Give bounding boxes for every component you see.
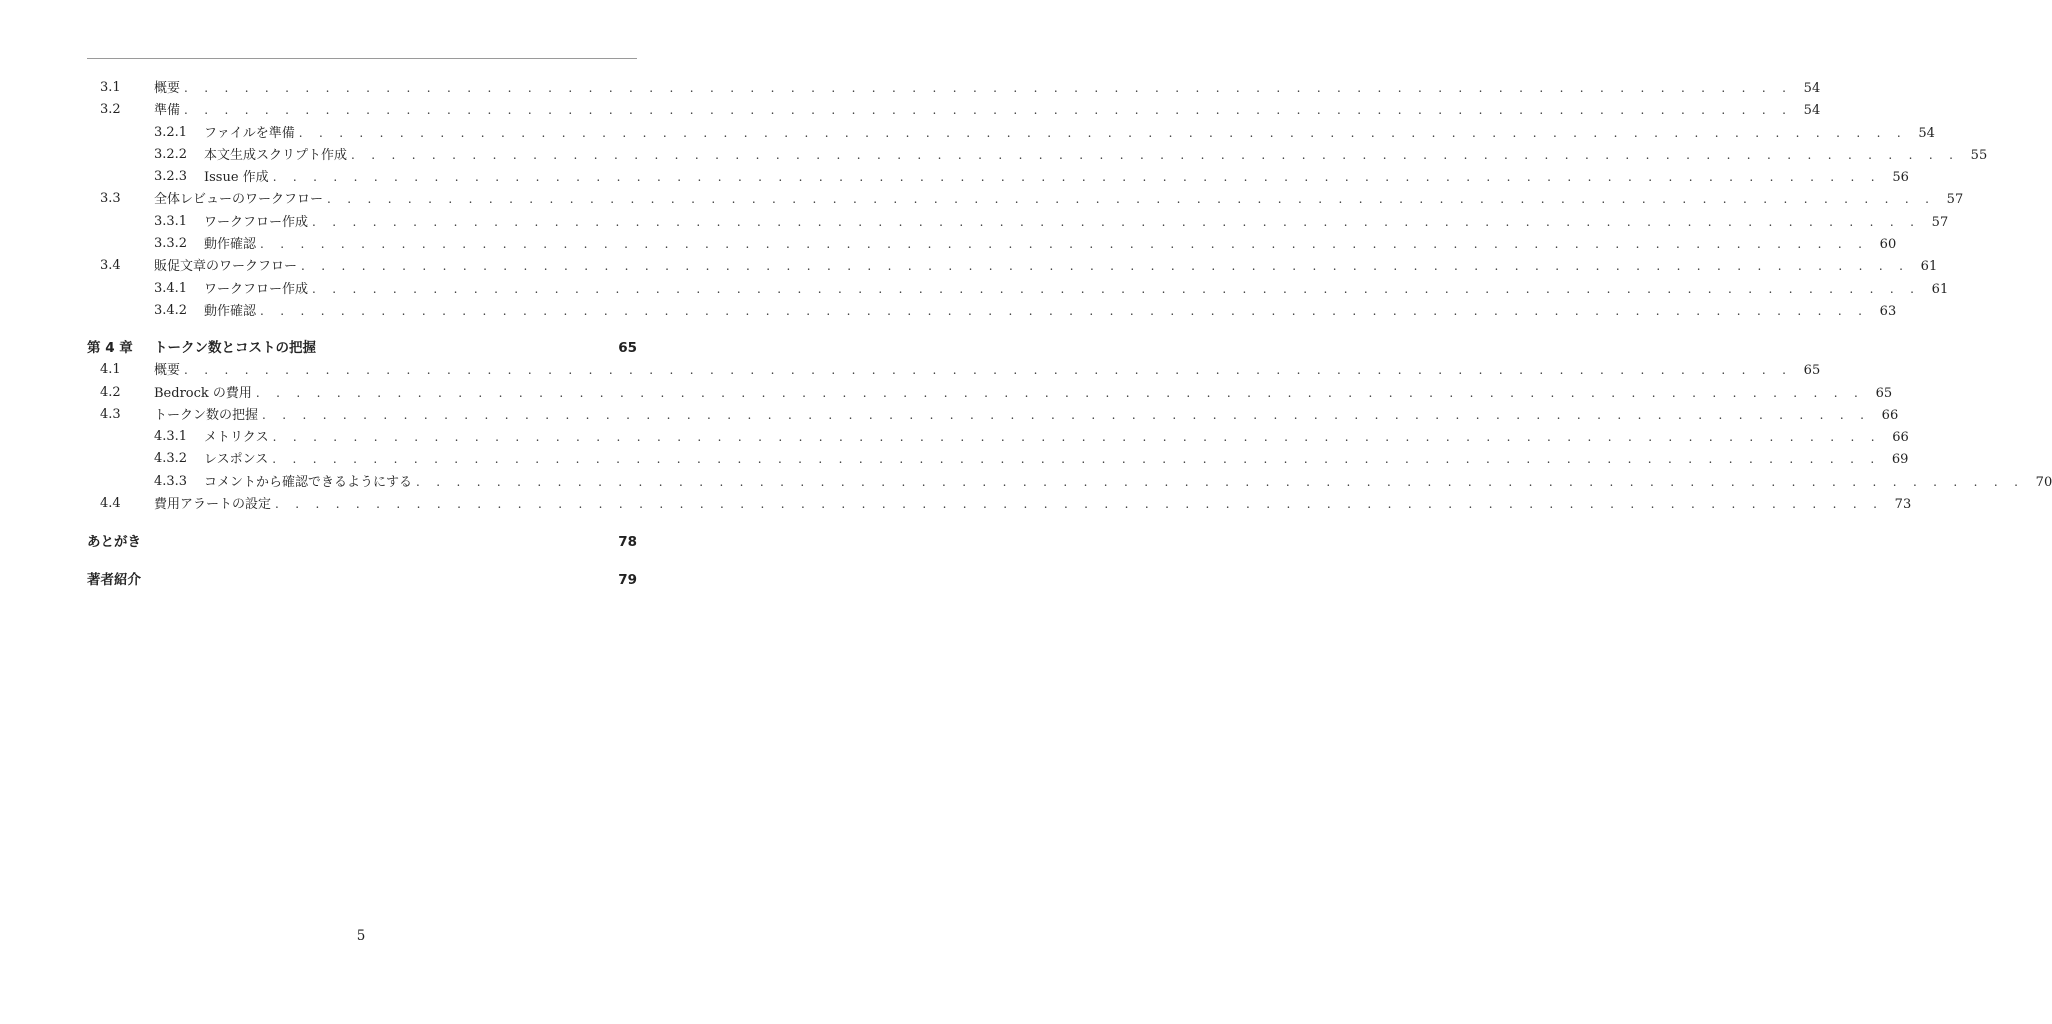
toc-entry[interactable] [87,144,1988,166]
entry-number: 3.2.1 [154,124,188,140]
entry-title: 動作確認 [204,301,260,323]
entry-number: 3.4.1 [154,280,188,296]
entry-title: レスポンス [204,449,272,471]
chapter-page: 65 [618,339,637,356]
entry-title: 本文生成スクリプト作成 [204,145,351,167]
dot-leader: . . . . . . . . . . . . . . . . . . . . . . . . . . . . . . . . . . . . . . . . . . . . . . . . . . . . . . . . . . . . . . . . . . . . . . . . . . . . . . . . [255,385,1865,400]
toc-entry[interactable] [87,188,1964,210]
entry-page: 55 [1970,147,1988,163]
entry-title: 準備 [154,100,184,122]
toc-group-chapter-4 [87,359,2052,515]
entry-page: 54 [1918,125,1935,141]
toc-entry[interactable] [87,471,2052,493]
entry-title: 概要 [154,78,184,100]
dot-leader: . . . . . . . . . . . . . . . . . . . . . . . . . . . . . . . . . . . . . . . . . . . . . . . . . . . . . . . . . . . . . . . . . . . . . . . . . . . . . . . . [184,363,1793,378]
entry-title: ワークフロー作成 [204,212,312,234]
entry-page: 56 [1892,170,1909,186]
toc-entry[interactable] [87,382,1893,404]
toc-entry[interactable] [87,359,1821,381]
table-of-contents [87,77,2052,591]
entry-number: 3.1 [100,80,121,95]
toc-afterword[interactable] [87,531,637,553]
toc-group-chapter-3 [87,77,1988,322]
entry-page: 54 [1803,103,1821,119]
entry-number: 4.4 [100,496,121,512]
toc-entry[interactable] [87,122,1935,144]
dot-leader: . . . . . . . . . . . . . . . . . . . . . . . . . . . . . . . . . . . . . . . . . . . . . . . . . . . . . . . . . . . . . . . . . . . . . . . . . . . . . . . . [301,259,1910,274]
afterword-title: あとがき [87,531,145,553]
entry-title: Issue 作成 [204,167,273,189]
entry-title: ファイルを準備 [204,123,299,145]
toc-entry[interactable] [87,99,1821,121]
toc-entry[interactable] [87,448,1909,470]
entry-page: 66 [1881,407,1899,423]
entry-number: 4.1 [100,362,121,378]
dot-leader: . . . . . . . . . . . . . . . . . . . . . . . . . . . . . . . . . . . . . . . . . . . . . . . . . . . . . . . . . . . . . . . . . . . . . . . . . . . . . . . . [272,452,1881,467]
authors-page: 79 [618,571,637,588]
spacer [87,515,637,531]
entry-title: コメントから確認できるようにする [204,472,416,494]
page-number: 5 [356,928,366,944]
entry-page: 61 [1931,281,1949,297]
entry-number: 4.3.3 [154,473,188,489]
entry-number: 3.4.2 [154,302,188,318]
toc-entry[interactable] [87,493,1912,515]
dot-leader: . . . . . . . . . . . . . . . . . . . . . . . . . . . . . . . . . . . . . . . . . . . . . . . . . . . . . . . . . . . . . . . . . . . . . . . . . . . . . . . . [260,303,1869,318]
entry-page: 69 [1891,452,1909,468]
dot-leader: . . . . . . . . . . . . . . . . . . . . . . . . . . . . . . . . . . . . . . . . . . . . . . . . . . . . . . . . . . . . . . . . . . . . . . . . . . . . . . . . [184,103,1793,118]
dot-leader: . . . . . . . . . . . . . . . . . . . . . . . . . . . . . . . . . . . . . . . . . . . . . . . . . . . . . . . . . . . . . . . . . . . . . . . . . . . . . . . . [312,214,1921,229]
entry-title: ワークフロー作成 [204,279,312,301]
entry-page: 63 [1879,303,1897,319]
dot-leader: . . . . . . . . . . . . . . . . . . . . . . . . . . . . . . . . . . . . . . . . . . . . . . . . . . . . . . . . . . . . . . . . . . . . . . . . . . . . . . . . [184,81,1793,95]
entry-number: 3.3.2 [154,236,188,252]
toc-entry[interactable] [87,166,1909,188]
entry-number: 4.3.1 [154,429,188,445]
entry-page: 54 [1803,81,1821,96]
dot-leader: . . . . . . . . . . . . . . . . . . . . . . . . . . . . . . . . . . . . . . . . . . . . . . . . . . . . . . . . . . . . . . . . . . . . . . . . . . . . . . . . [272,170,1881,185]
toc-entry[interactable] [87,300,1897,322]
toc-entry[interactable] [87,77,1821,99]
entry-title: 動作確認 [204,234,260,256]
entry-number: 4.3.2 [154,451,188,467]
dot-leader: . . . . . . . . . . . . . . . . . . . . . . . . . . . . . . . . . . . . . . . . . . . . . . . . . . . . . . . . . . . . . . . . . . . . . . . . . . . . . . . . [351,147,1960,162]
entry-page: 60 [1879,237,1897,253]
entry-title: 費用アラートの設定 [154,494,275,516]
entry-number: 3.4 [100,258,121,274]
entry-number: 4.3 [100,406,121,422]
toc-authors[interactable] [87,569,637,591]
entry-number: 4.2 [100,384,121,400]
dot-leader: . . . . . . . . . . . . . . . . . . . . . . . . . . . . . . . . . . . . . . . . . . . . . . . . . . . . . . . . . . . . . . . . . . . . . . . . . . . . . . . . [262,407,1871,422]
entry-number: 3.3 [100,191,121,207]
entry-page: 61 [1920,259,1938,275]
entry-number: 3.2.3 [154,169,188,185]
entry-title: 概要 [154,360,184,382]
toc-chapter-4[interactable] [87,337,637,359]
dot-leader: . . . . . . . . . . . . . . . . . . . . . . . . . . . . . . . . . . . . . . . . . . . . . . . . . . . . . . . . . . . . . . . . . . . . . . . . . . . . . . . . [275,497,1884,512]
entry-number: 3.2 [100,102,121,118]
dot-leader: . . . . . . . . . . . . . . . . . . . . . . . . . . . . . . . . . . . . . . . . . . . . . . . . . . . . . . . . . . . . . . . . . . . . . . . . . . . . . . . . [416,474,2025,489]
entry-page: 73 [1894,497,1912,513]
entry-title: Bedrock の費用 [154,383,256,405]
chapter-number: 第 4 章 [87,339,133,356]
dot-leader: . . . . . . . . . . . . . . . . . . . . . . . . . . . . . . . . . . . . . . . . . . . . . . . . . . . . . . . . . . . . . . . . . . . . . . . . . . . . . . . . [327,192,1936,207]
top-rule [87,58,637,59]
entry-number: 3.3.1 [154,213,188,229]
entry-title: トークン数の把握 [154,405,262,427]
entry-page: 70 [2035,474,2052,490]
entry-title: 全体レビューのワークフロー [154,189,327,211]
entry-page: 57 [1946,192,1964,208]
spacer [87,322,637,337]
authors-title: 著者紹介 [87,569,145,591]
dot-leader: . . . . . . . . . . . . . . . . . . . . . . . . . . . . . . . . . . . . . . . . . . . . . . . . . . . . . . . . . . . . . . . . . . . . . . . . . . . . . . . . [312,281,1921,296]
dot-leader: . . . . . . . . . . . . . . . . . . . . . . . . . . . . . . . . . . . . . . . . . . . . . . . . . . . . . . . . . . . . . . . . . . . . . . . . . . . . . . . . [260,237,1869,252]
entry-number: 3.2.2 [154,146,188,162]
chapter-title: トークン数とコストの把握 [154,337,320,359]
toc-entry[interactable] [87,233,1897,255]
toc-entry[interactable] [87,255,1938,277]
spacer [87,553,637,569]
toc-entry[interactable] [87,426,1909,448]
dot-leader: . . . . . . . . . . . . . . . . . . . . . . . . . . . . . . . . . . . . . . . . . . . . . . . . . . . . . . . . . . . . . . . . . . . . . . . . . . . . . . . . [272,430,1881,445]
entry-page: 65 [1875,385,1893,401]
entry-page: 66 [1892,430,1909,446]
entry-title: 販促文章のワークフロー [154,256,301,278]
afterword-page: 78 [618,533,637,550]
entry-page: 65 [1803,363,1821,379]
dot-leader: . . . . . . . . . . . . . . . . . . . . . . . . . . . . . . . . . . . . . . . . . . . . . . . . . . . . . . . . . . . . . . . . . . . . . . . . . . . . . . . . [298,125,1907,140]
entry-page: 57 [1931,214,1949,230]
entry-title: メトリクス [204,427,273,449]
toc-entry[interactable] [87,404,1899,426]
toc-entry[interactable] [87,278,1949,300]
toc-entry[interactable] [87,211,1949,233]
